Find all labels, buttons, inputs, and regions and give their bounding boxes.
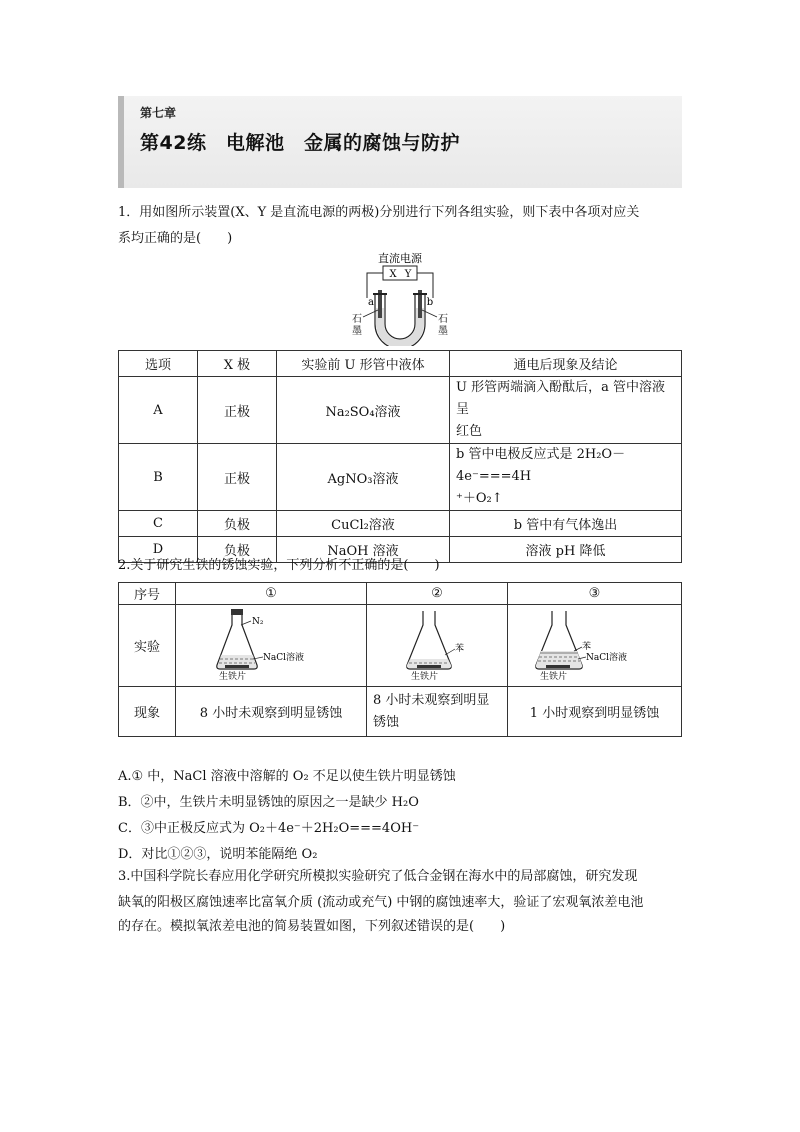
q2-header-3: ③ bbox=[508, 583, 682, 605]
q1-row-b-result bbox=[450, 444, 682, 511]
q2-header-1: ① bbox=[176, 583, 367, 605]
q1-row-a-result-l2: 红色 bbox=[456, 424, 483, 439]
q2-phen-2-l2: 锈蚀 bbox=[373, 714, 400, 730]
electrolysis-u-tube-figure bbox=[345, 250, 455, 346]
right-graphite-label-2: 墨 bbox=[438, 326, 448, 337]
table-row bbox=[119, 444, 682, 511]
q1-row-d-pole: 负极 bbox=[198, 537, 277, 563]
q1-header-result: 通电后现象及结论 bbox=[450, 351, 682, 377]
q1-options-table bbox=[118, 350, 682, 563]
q2-fig2-cell bbox=[367, 605, 508, 687]
pole-x-label: X bbox=[389, 269, 397, 280]
right-graphite-pointer bbox=[422, 310, 437, 317]
q1-row-b-pole: 正极 bbox=[198, 444, 277, 511]
q1-row-c-liquid: CuCl₂溶液 bbox=[277, 511, 450, 537]
flask-3-liquid-label: 苯 bbox=[581, 641, 591, 652]
flask-2-iron-label: 生铁片 bbox=[411, 671, 439, 681]
flask-1-stopper bbox=[231, 609, 243, 615]
flask-1-solution-label: NaCl溶液 bbox=[263, 652, 305, 663]
q1-row-b-liquid: AgNO₃溶液 bbox=[277, 444, 450, 511]
flask-1-figure bbox=[211, 607, 331, 681]
q1-row-d-option: D bbox=[119, 537, 198, 563]
q2-fig1-cell bbox=[176, 605, 367, 687]
flask-3-iron-label: 生铁片 bbox=[539, 671, 567, 681]
q2-phen-2 bbox=[367, 687, 508, 737]
q1-row-a-result bbox=[450, 377, 682, 444]
q2-option-c: C．③中正极反应式为 O₂＋4e⁻＋2H₂O===4OH⁻ bbox=[118, 821, 420, 836]
flask-2-liquid-label: 苯 bbox=[455, 643, 465, 654]
page-title: 第42练 电解池 金属的腐蚀与防护 bbox=[140, 132, 460, 154]
q3-line2: 缺氧的阳极区腐蚀速率比富氧介质 (流动或充气) 中钢的腐蚀速率大，验证了宏观氧浓差电池 bbox=[118, 895, 644, 910]
q2-phen-3: 1 小时观察到明显锈蚀 bbox=[508, 687, 682, 737]
flask-1-iron-label: 生铁片 bbox=[219, 671, 247, 681]
chapter-header-accent bbox=[118, 96, 124, 188]
electrode-a-label: a bbox=[368, 297, 374, 308]
power-source-box bbox=[383, 266, 417, 280]
q2-fig3-cell bbox=[508, 605, 682, 687]
u-tube-inner bbox=[385, 294, 415, 339]
q1-row-a-liquid: Na₂SO₄溶液 bbox=[277, 377, 450, 444]
q1-row-d-result: 溶液 pH 降低 bbox=[450, 537, 682, 563]
chapter-label: 第七章 bbox=[140, 106, 177, 120]
q1-row-c-pole: 负极 bbox=[198, 511, 277, 537]
q1-row-a-option: A bbox=[119, 377, 198, 444]
q1-header-option: 选项 bbox=[119, 351, 198, 377]
flask-1-gas-label: N₂ bbox=[252, 616, 264, 627]
flask-3-solution-label: NaCl溶液 bbox=[585, 652, 627, 663]
q2-table-header-row bbox=[119, 583, 682, 605]
table-row bbox=[119, 687, 682, 737]
flask-2-iron-sheet bbox=[417, 665, 441, 668]
q2-option-a: A.① 中，NaCl 溶液中溶解的 O₂ 不足以使生铁片明显锈蚀 bbox=[118, 769, 456, 784]
q3-line1: 3.中国科学院长春应用化学研究所模拟实验研究了低合金钢在海水中的局部腐蚀，研究发现 bbox=[118, 869, 638, 884]
q2-option-b: B．②中，生铁片未明显锈蚀的原因之一是缺少 H₂O bbox=[118, 795, 419, 810]
q1-header-liquid: 实验前 U 形管中液体 bbox=[277, 351, 450, 377]
q1-stem-line1: 1．用如图所示装置(X、Y 是直流电源的两极)分别进行下列各组实验，则下表中各项对应关 bbox=[118, 205, 640, 220]
flask-2-figure bbox=[387, 607, 487, 681]
flask-3-iron-sheet bbox=[546, 665, 570, 668]
pole-y-label: Y bbox=[404, 269, 412, 280]
q2-experiment-table bbox=[118, 582, 682, 737]
q3-line3: 的存在。模拟氧浓差电池的简易装置如图，下列叙述错误的是( ) bbox=[118, 919, 506, 934]
q2-row-phen-label: 现象 bbox=[119, 687, 176, 737]
flask-3-figure bbox=[530, 607, 660, 681]
q2-header-2: ② bbox=[367, 583, 508, 605]
power-source-label: 直流电源 bbox=[378, 252, 422, 265]
left-graphite-label-1: 石 bbox=[352, 314, 362, 325]
q1-row-b-option: B bbox=[119, 444, 198, 511]
left-graphite-label-2: 墨 bbox=[352, 326, 362, 337]
q1-row-c-option: C bbox=[119, 511, 198, 537]
q2-stem: 2.关于研究生铁的锈蚀实验，下列分析不正确的是( ) bbox=[118, 558, 440, 573]
table-row bbox=[119, 511, 682, 537]
u-tube-liquid bbox=[376, 308, 424, 346]
electrode-b-label: b bbox=[426, 297, 434, 308]
q2-option-d: D．对比①②③，说明苯能隔绝 O₂ bbox=[118, 847, 318, 862]
q2-row-exp-label: 实验 bbox=[119, 605, 176, 687]
flask-1-iron-sheet bbox=[225, 665, 249, 668]
q1-row-c-result: b 管中有气体逸出 bbox=[450, 511, 682, 537]
q1-row-b-result-l2: ⁺＋O₂↑ bbox=[456, 491, 503, 506]
left-graphite-pointer bbox=[363, 310, 378, 317]
table-row bbox=[119, 377, 682, 444]
q2-phen-1: 8 小时未观察到明显锈蚀 bbox=[176, 687, 367, 737]
q1-table-header-row bbox=[119, 351, 682, 377]
table-row bbox=[119, 605, 682, 687]
q1-row-a-pole: 正极 bbox=[198, 377, 277, 444]
q1-row-b-result-l1: b 管中电极反应式是 2H₂O－4e⁻===4H bbox=[456, 447, 626, 484]
q1-row-d-liquid: NaOH 溶液 bbox=[277, 537, 450, 563]
q2-header-seq: 序号 bbox=[119, 583, 176, 605]
right-graphite-label-1: 石 bbox=[438, 314, 448, 325]
q1-header-pole: X 极 bbox=[198, 351, 277, 377]
q2-phen-2-l1: 8 小时未观察到明显 bbox=[373, 692, 490, 708]
q1-row-a-result-l1: U 形管两端滴入酚酞后，a 管中溶液呈 bbox=[456, 380, 665, 417]
q1-stem-line2: 系均正确的是( ) bbox=[118, 231, 233, 246]
